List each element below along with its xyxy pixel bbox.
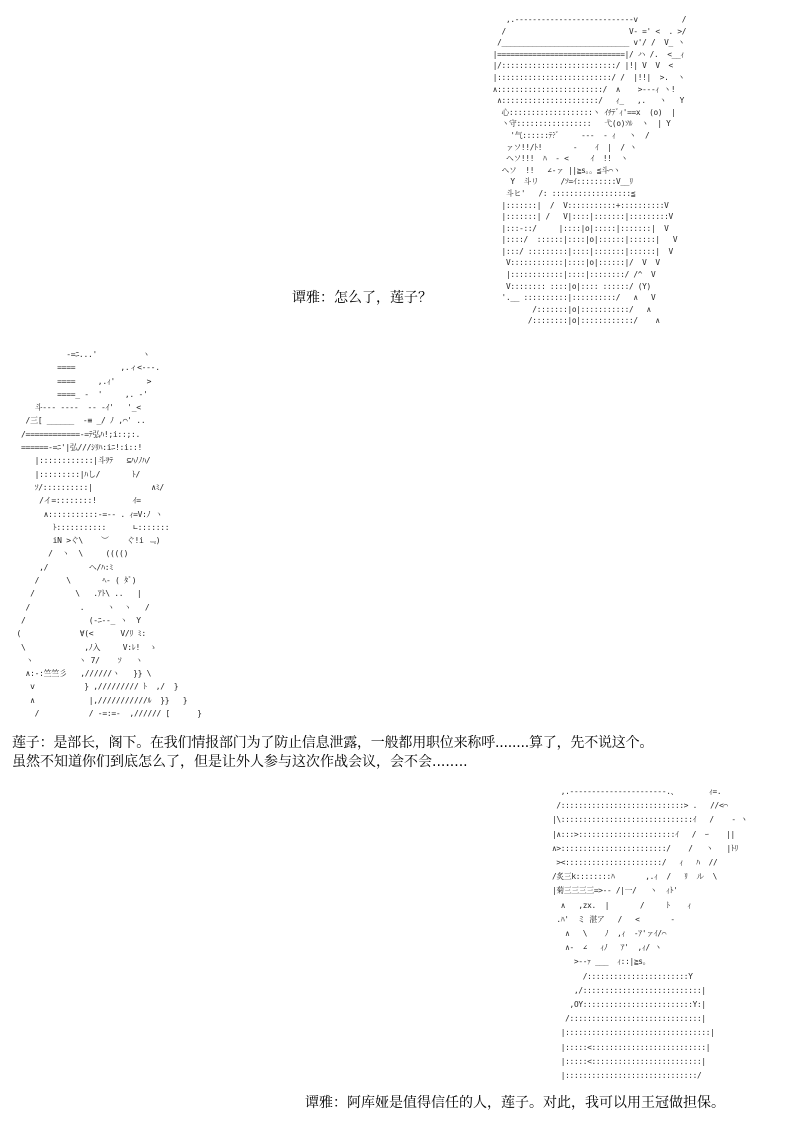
dialogue-tanya-2: 谭雅：阿库娅是值得信任的人，莲子。对此，我可以用王冠做担保。: [305, 1095, 725, 1111]
dialogue-lotus-line-2: 虽然不知道你们到底怎么了，但是让外人参与这次作战会议，会不会........: [12, 754, 468, 770]
lotus-ascii-art: -=ﾆ...' ヽ ==== ,.ィ<---. ==== ,.ｨ' > ====_ - ' ,. -' 斗--- ---- -- -ｲ' '_< /三[ ______ -≡ _/ ﾉ ,⌒' .. /============-=ﾃ弘ﾊ!;i::;:. ======-=ﾆ'|弘///ｼﾘﾊ:iﾆ!:i::! |::::::::::::|斗ｦﾃ ⊆ﾊﾉﾉﾊ/ |:::::::::|ﾊし/ ﾄ/ ｿ/::::::::::| ∧ﾐ/ /イ=::::::::! ｲ= ∧:::::::::::-=-- . ｨ=V:ﾉ ヽ ﾄ::::::::::: ∟::::::: iN >ぐ\ ︶ ぐ!i ﹃) / ヽ \ (((() ,/ ヘ/ﾊ:ﾐ / \ ﾍ- ( ﾀﾞ) / \ .ｱﾄ\ .. | / . ヽ ヽ / / (-ﾆ--_ ヽ Y ( ∀(< V/ﾘ ﾐ: \ ,ﾉ入 V:ﾚ! ゝ ヽ ヽ 7/ ｿ ヽ ∧:-:竺竺彡 ,//////ヽ }} \ v } ,///////// ﾄ ,/ } ∧ |,///////////ﾙ }} } / / -=:=- ,////// [ }: [16, 350, 202, 719]
dialogue-lotus-line-1: 莲子：是部长，阁下。在我们情报部门为了防止信息泄露，一般都用职位来称呼........算了，先不说这个。: [12, 735, 654, 751]
tanya-ascii-art: ,.---------------------------v / / V- =' < . >/ /_____________________________ v'/ / V_ ヽ |=============================|/ ハ /. <__ｨ |/::::::::::::::::::::::::::/ |!| V V < |::::::::::::::::::::::::::/ / |!!| >. ヽ ∧::::::::::::::::::::::::/ ∧ >---ｨ ヽ! ∧::::::::::::::::::::::/ ｨ_ ,. ヽ Y 心:::::::::::::::::::ヽ ｲﾁﾃﾞｨ'==x (o) | ヽ守::::::::::::::::: 弋(o)ｿﾙ ヽ | Y '气::::::ﾃ?ﾞ --- ‐ ｨ ヽ / ァソ!!/ﾄ! - ｲ | / ヽ ヘソ!!! ﾊ ‐ < ｲ !! ヽ ヘソ !! ∠-ァ ||≧s。。≦斗⌒ヽ Y 斗リ /ｿ=ｲ:::::::::V__ﾘ 斗ヒ' /: ::::::::::::::::::≦ |:::::::| / V:::::::::::+::::::::::V |:::::::| / V|::::|:::::::|:::::::::V |:::-::/ |::::|o|:::::|:::::::| V |::::/ ::::::|::::|o|::::::|::::::| V |:::/ :::::::::|::::|:::::::|::::::| V V::::::::::::|::::|o|::::::|/ V V |::::::::::::|::::|::::::::/ /^ V V:::::::: ::::|o|:::: ::::::/ (Y) '.__ ::::::::::|::::::::::/ ∧ V /:::::::|o|:::::::::::/ ∧ /::::::::|o|::::::::::::/ ∧: [492, 15, 687, 326]
tanya-ascii-art-second: ,.----------------------.、 ｨ=. /::::::::::::::::::::::::::::> . //<⌒ |\::::::::::::::::::::::::::::::ｲ / - ヽ |∧:::>::::::::::::::::::::::ｲ / ｰ || ∧>::::::::::::::::::::::::/ / ヽ |ﾄﾘ ><::::::::::::::::::::::/ ｨ ﾊ // /炙三k::::::::ﾊ ,.ｨ / ﾘ ル \ |菊三三三三=>-- /|一/ ヽ ｨﾄ' ∧ ,zx. | / ﾄ ｨ .ﾊ' ミ 湛ア / < - ∧ \ ﾉ ,ｨ -ｱ'ァｲ/⌒ ∧- ∠ ｨﾉ ｱ' ,ｨ/ ヽ >--ｧ ___ ｨ::|≧s。 /:::::::::::::::::::::::Y ,/:::::::::::::::::::::::::::| ,OY:::::::::::::::::::::::::Y:| /::::::::::::::::::::::::::::::| |:::::::::::::::::::::::::::::::::| |:::::<::::::::::::::::::::::::::| |:::::<:::::::::::::::::::::::::| |::::::::::::::::::::::::::::::/: [551, 787, 748, 1081]
dialogue-tanya-1: 谭雅：怎么了，莲子？: [292, 290, 432, 306]
